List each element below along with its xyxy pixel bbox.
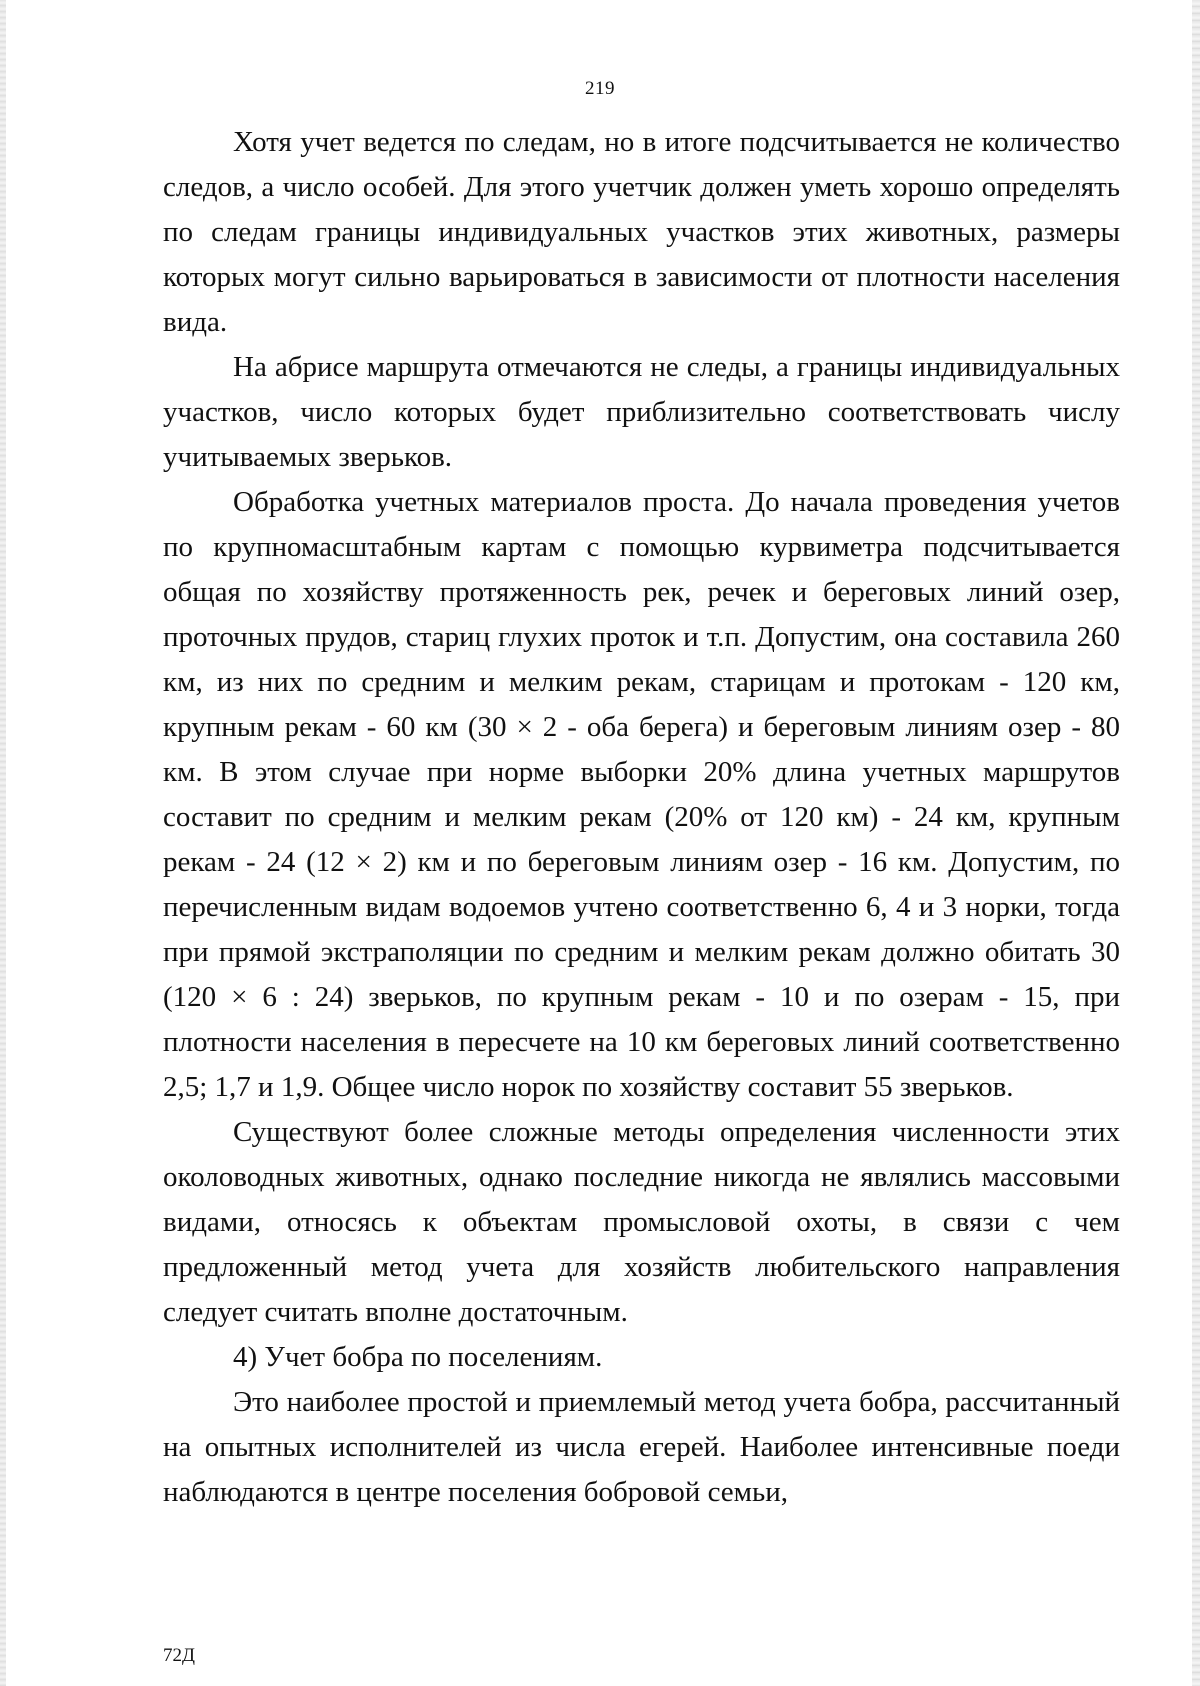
page-number: 219: [585, 78, 615, 99]
body-text: [163, 120, 1120, 1515]
scan-edge-right: [1192, 0, 1200, 1686]
paragraph-route-sketch: На абрисе маршрута отмечаются не следы, а границы индивидуальных участков, число которых будет приблизительно соответствовать числу учитываемых зверьков.: [163, 351, 1120, 473]
paragraph-data-processing: Обработка учетных материалов проста. До начала проведения учетов по крупномасштабным картам с помощью курвиметра подсчитывается общая по хозяйству протяженность рек, речек и береговых линий озер, проточных прудов, стариц глухих проток и т.п. Допустим, она составила 260 км, из них по средним и мелким рекам, старицам и протокам - 120 км, крупным рекам - 60 км (30 × 2 - оба берега) и береговым линиям озер - 80 км. В этом случае при норме выборки 20% длина учетных маршрутов составит по средним и мелким рекам (20% от 120 км) - 24 км, крупным рекам - 24 (12 × 2) км и по береговым линиям озер - 16 км. Допустим, по перечисленным видам водоемов учтено соответственно 6, 4 и 3 норки, тогда при прямой экстраполяции по средним и мелким рекам должно обитать 30 (120 × 6 : 24) зверьков, по крупным рекам - 10 и по озерам - 15, при плотности населения в пересчете на 10 км береговых линий соответственно 2,5; 1,7 и 1,9. Общее число норок по хозяйству составит 55 зверьков.: [163, 486, 1120, 1103]
scan-edge-left: [0, 0, 6, 1686]
section-heading-beaver-count: 4) Учет бобра по поселениям.: [233, 1341, 603, 1373]
paragraph-tracking-count: Хотя учет ведется по следам, но в итоге подсчитывается не количество следов, а число особей. Для этого учетчик должен уметь хорошо определять по следам границы индивидуальных участков этих животных, размеры которых могут сильно варьироваться в зависимости от плотности населения вида.: [163, 126, 1120, 338]
footer-code: 72Д: [163, 1645, 195, 1666]
paragraph-beaver-method: Это наиболее простой и приемлемый метод учета бобра, рассчитанный на опытных исполнителей из числа егерей. Наиболее интенсивные поеди наблюдаются в центре поселения бобровой семьи,: [163, 1386, 1120, 1508]
paragraph-complex-methods: Существуют более сложные методы определения численности этих околоводных животных, однако последние никогда не являлись массовыми видами, относясь к объектам промысловой охоты, в связи с чем предложенный метод учета для хозяйств любительского направления следует считать вполне достаточным.: [163, 1116, 1120, 1328]
